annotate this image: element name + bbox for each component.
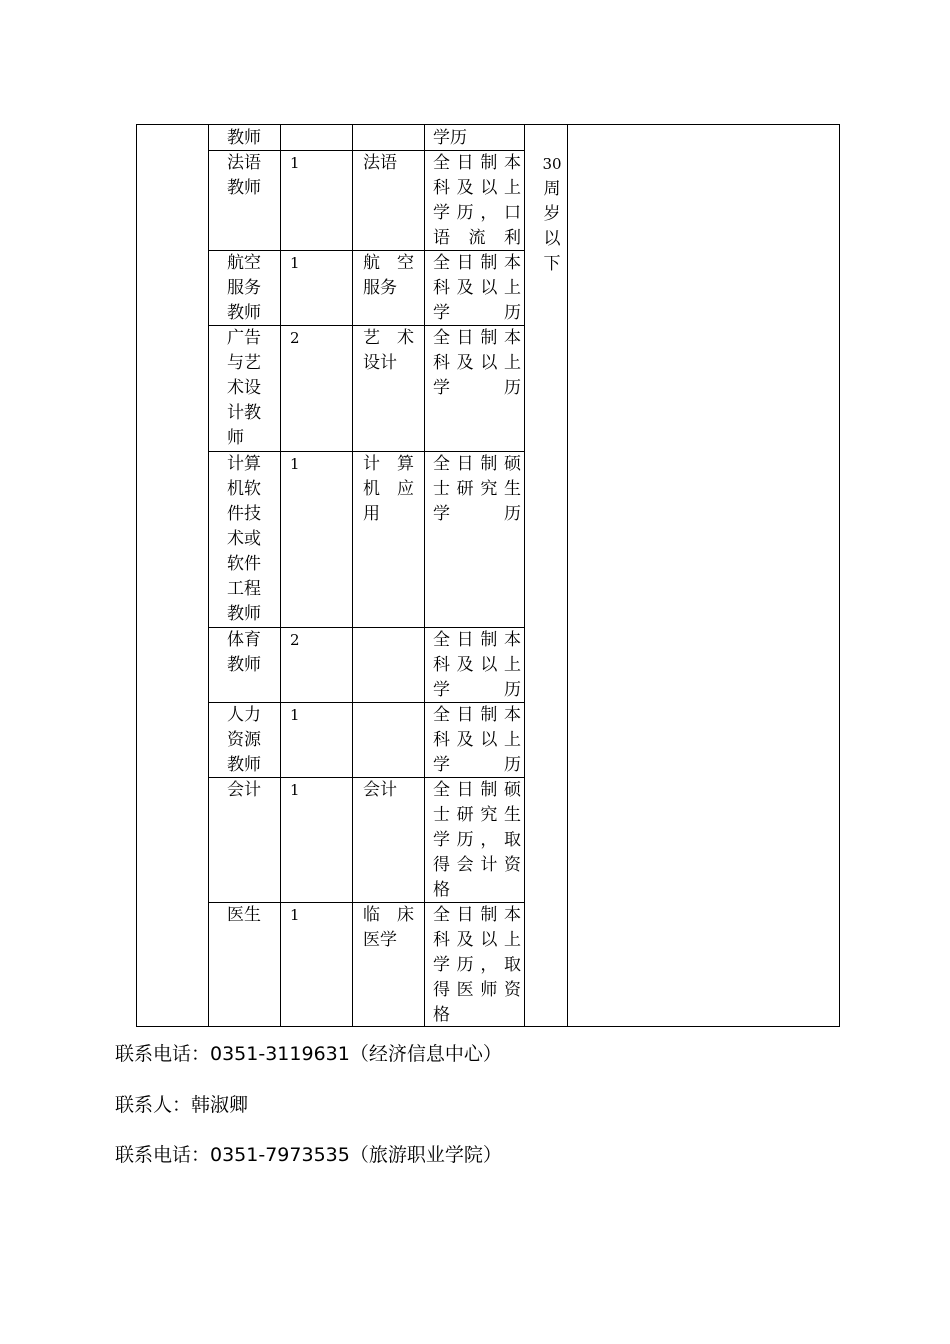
- position-cell-line: 会计: [227, 780, 261, 800]
- education-cell-line: 全日制本: [433, 630, 521, 650]
- education-cell-line: 全日制硕: [433, 454, 521, 474]
- headcount-cell: 1: [290, 781, 300, 799]
- major-cell-line: 临 床: [363, 905, 414, 925]
- education-cell-line: 全日制本: [433, 328, 521, 348]
- education-cell-line: 格: [433, 1005, 450, 1025]
- position-cell-line: 资源: [227, 730, 261, 750]
- position-cell-line: 计算: [227, 454, 261, 474]
- education-cell-line: 学历，取: [433, 830, 521, 850]
- education-cell-line: 科及以上: [433, 278, 521, 298]
- major-cell-line: 航 空: [363, 253, 414, 273]
- position-cell-line: 服务: [227, 278, 261, 298]
- position-cell-line: 术设: [227, 378, 261, 398]
- position-cell-line: 工程: [227, 579, 261, 599]
- position-cell-line: 广告: [227, 328, 261, 348]
- major-cell-line: 法语: [363, 153, 397, 173]
- contact-person: 联系人：韩淑卿: [115, 1094, 249, 1116]
- education-cell-line: 学历，口: [433, 203, 521, 223]
- education-cell-line: 全日制硕: [433, 780, 521, 800]
- column-divider: [424, 125, 425, 1026]
- position-cell-line: 教师: [227, 178, 261, 198]
- headcount-cell: 1: [290, 154, 300, 172]
- major-cell-line: 医学: [363, 930, 397, 950]
- position-cell-line: 计教: [227, 403, 261, 423]
- position-cell-line: 教师: [227, 604, 261, 624]
- age-line: 以: [543, 229, 561, 249]
- education-cell-line: 学历，取: [433, 955, 521, 975]
- education-cell-line: 得会计资: [433, 855, 521, 875]
- education-cell-line: 格: [433, 880, 450, 900]
- position-cell-line: 航空: [227, 253, 261, 273]
- age-line: 下: [543, 254, 561, 274]
- education-cell: 学历: [433, 128, 467, 148]
- age-line: 岁: [543, 204, 561, 224]
- position-cell-line: 软件: [227, 554, 261, 574]
- position-cell-line: 人力: [227, 705, 261, 725]
- education-cell-line: 学历: [433, 680, 521, 700]
- education-cell-line: 得医师资: [433, 980, 521, 1000]
- position-cell-line: 教师: [227, 755, 261, 775]
- education-cell-line: 科及以上: [433, 353, 521, 373]
- major-cell-line: 艺 术: [363, 328, 414, 348]
- column-divider: [280, 125, 281, 1026]
- education-cell-line: 士研究生: [433, 805, 521, 825]
- education-cell-line: 科及以上: [433, 655, 521, 675]
- education-cell-line: 全日制本: [433, 253, 521, 273]
- education-cell-line: 科及以上: [433, 930, 521, 950]
- position-cell-line: 件技: [227, 504, 261, 524]
- education-cell-line: 士研究生: [433, 479, 521, 499]
- major-cell-line: 用: [363, 504, 380, 524]
- position-cell-line: 术或: [227, 529, 261, 549]
- education-cell-line: 学历: [433, 378, 521, 398]
- education-cell-line: 语流利: [433, 228, 521, 248]
- major-cell-line: 会计: [363, 780, 397, 800]
- headcount-cell: 1: [290, 906, 300, 924]
- education-cell-line: 全日制本: [433, 905, 521, 925]
- age-line: 周: [543, 179, 561, 199]
- major-cell-line: 机 应: [363, 479, 414, 499]
- contact-phone-2: 联系电话：0351-7973535（旅游职业学院）: [115, 1144, 502, 1166]
- position-cell-line: 体育: [227, 630, 261, 650]
- education-cell-line: 全日制本: [433, 705, 521, 725]
- education-cell-line: 学历: [433, 504, 521, 524]
- education-cell-line: 学历: [433, 755, 521, 775]
- major-cell-line: 设计: [363, 353, 397, 373]
- education-cell-line: 科及以上: [433, 178, 521, 198]
- column-divider: [352, 125, 353, 1026]
- column-divider: [524, 125, 525, 1026]
- major-cell-line: 服务: [363, 278, 397, 298]
- position-cell-line: 与艺: [227, 353, 261, 373]
- contact-phone-1: 联系电话：0351-3119631（经济信息中心）: [115, 1043, 502, 1065]
- headcount-cell: 1: [290, 455, 300, 473]
- age-requirement-cell: [537, 152, 567, 277]
- position-cell-line: 法语: [227, 153, 261, 173]
- education-cell-line: 科及以上: [433, 730, 521, 750]
- headcount-cell: 1: [290, 254, 300, 272]
- education-cell-line: 学历: [433, 303, 521, 323]
- position-cell: 教师: [227, 128, 261, 148]
- age-line: 30: [542, 155, 562, 173]
- recruitment-table: [136, 124, 840, 1027]
- column-divider: [208, 125, 209, 1026]
- headcount-cell: 2: [290, 631, 300, 649]
- position-cell-line: 教师: [227, 303, 261, 323]
- column-divider: [567, 125, 568, 1026]
- headcount-cell: 1: [290, 706, 300, 724]
- position-cell-line: 师: [227, 428, 244, 448]
- position-cell-line: 机软: [227, 479, 261, 499]
- headcount-cell: 2: [290, 329, 300, 347]
- major-cell-line: 计 算: [363, 454, 414, 474]
- education-cell-line: 全日制本: [433, 153, 521, 173]
- position-cell-line: 教师: [227, 655, 261, 675]
- position-cell-line: 医生: [227, 905, 261, 925]
